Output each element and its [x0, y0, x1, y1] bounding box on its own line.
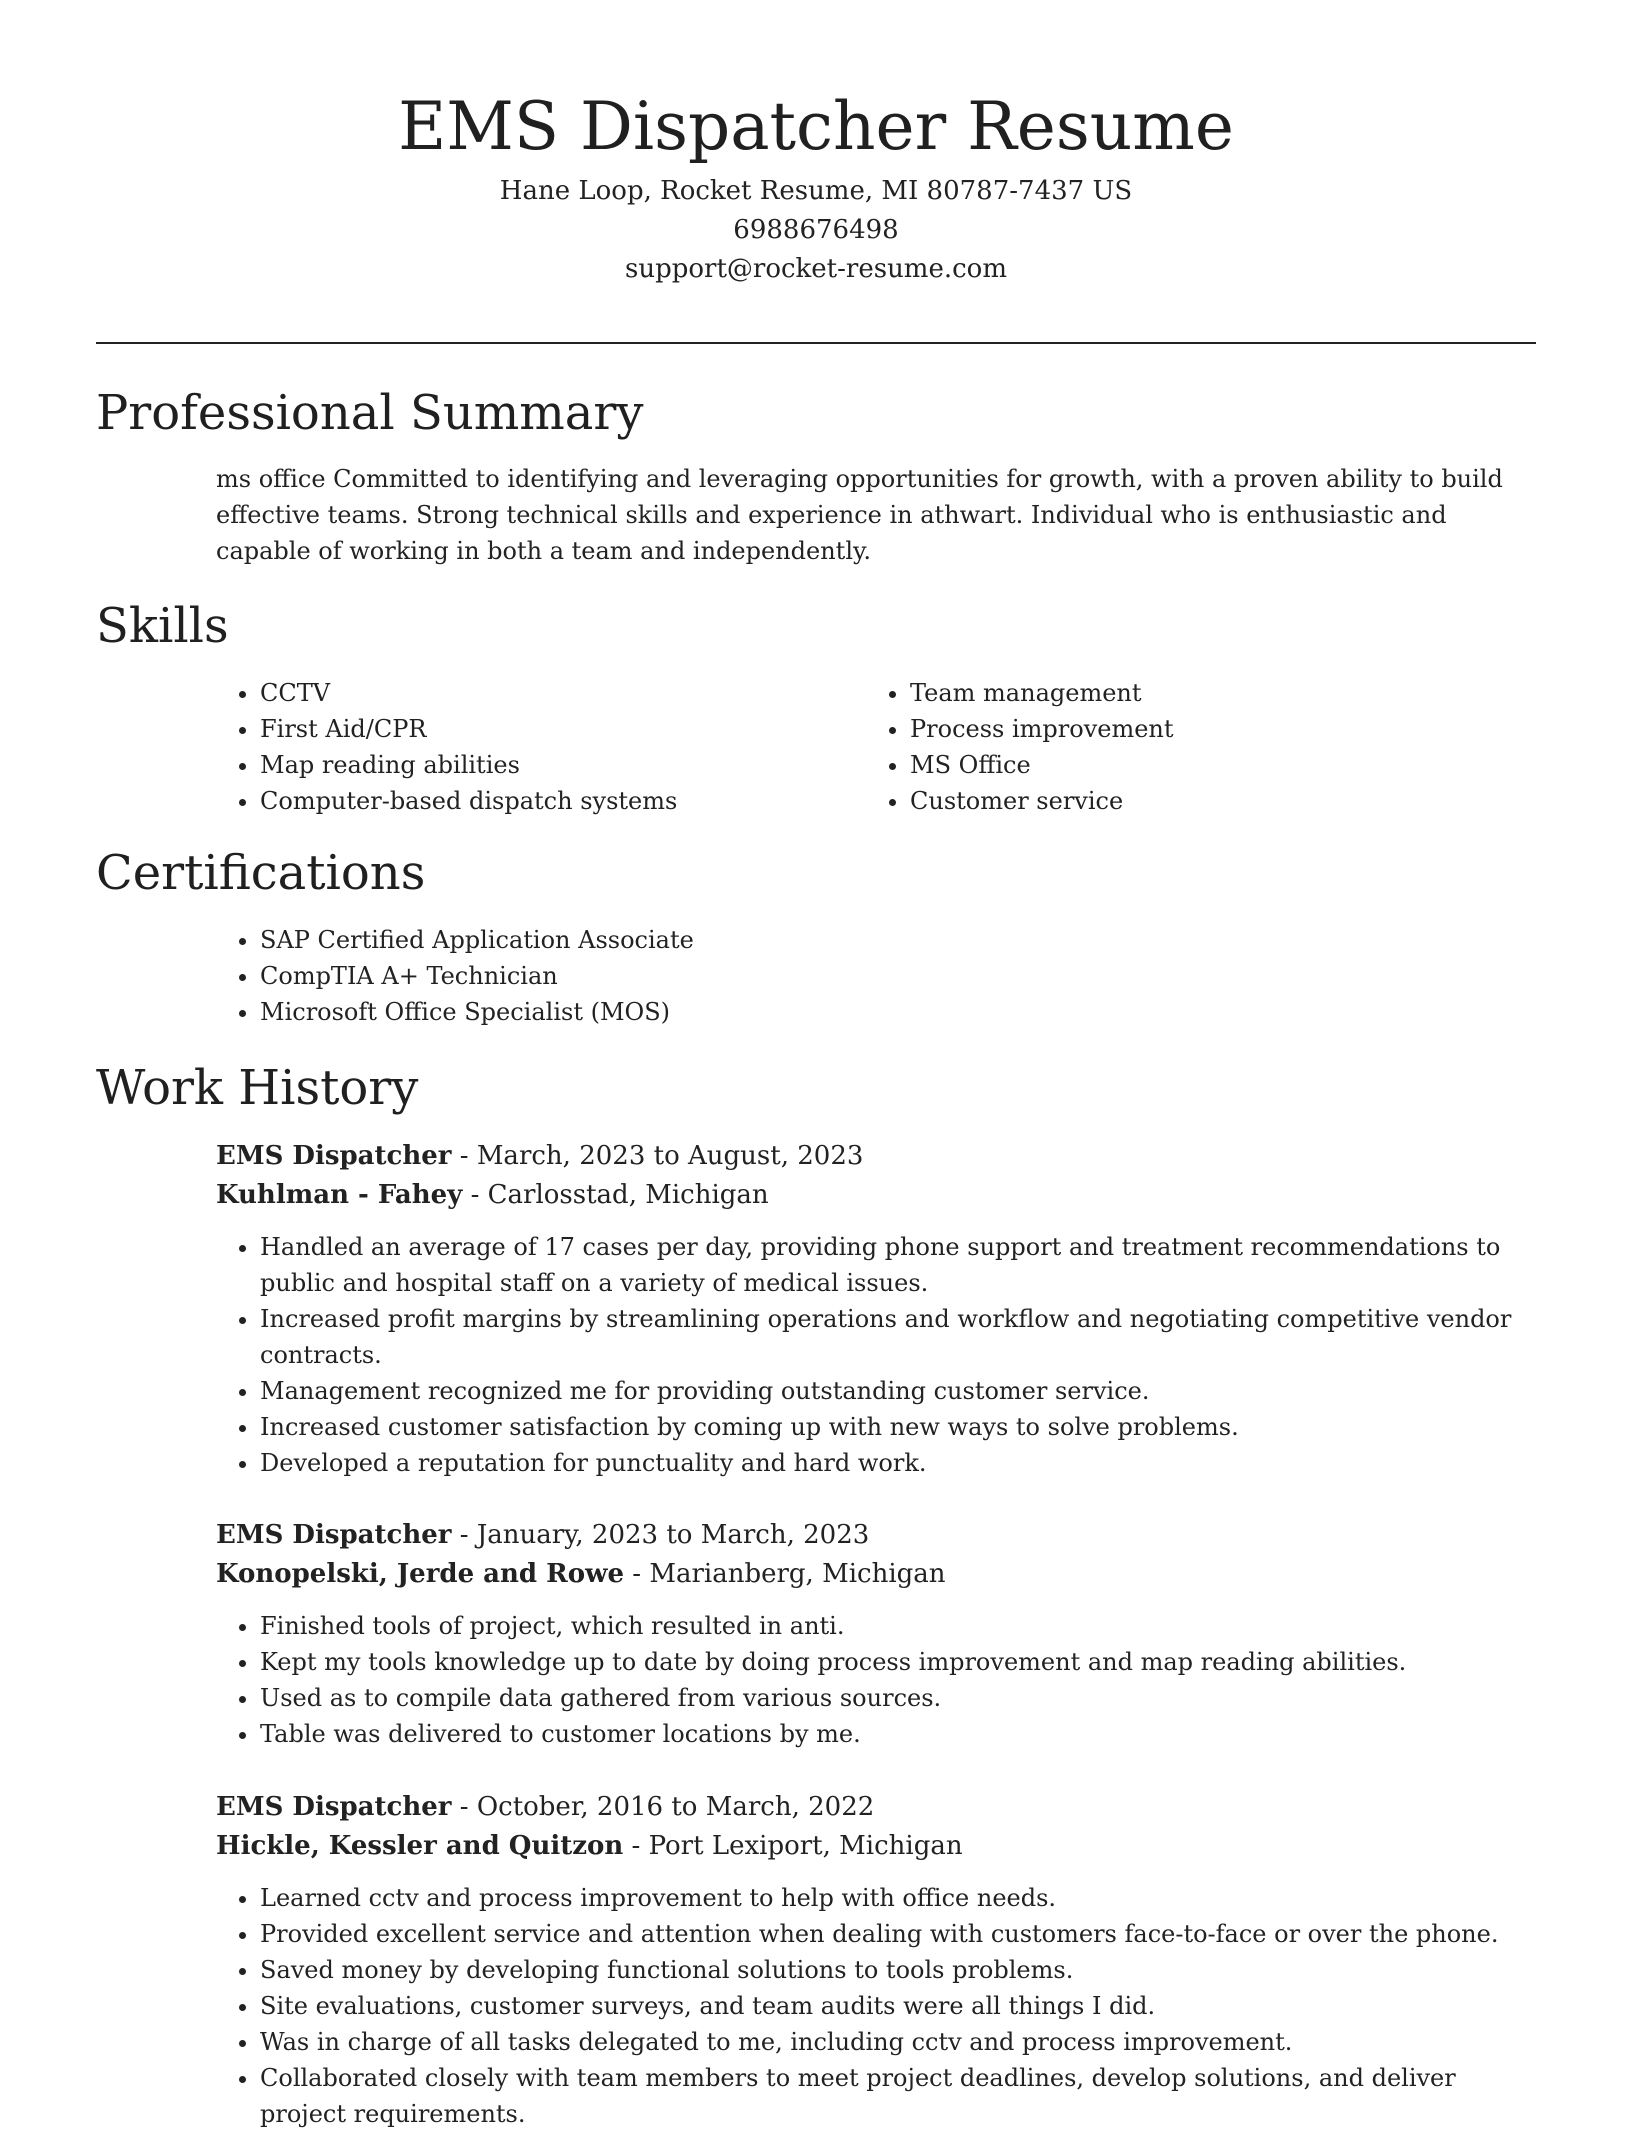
- job-title: EMS Dispatcher: [216, 1520, 452, 1550]
- job-title: EMS Dispatcher: [216, 1141, 452, 1171]
- contact-phone: 6988676498: [733, 215, 899, 245]
- job-entry: [216, 1788, 1536, 2132]
- certification-item: • Microsoft Office Specialist (MOS): [260, 994, 1536, 1030]
- header-divider: [96, 342, 1536, 344]
- resume-header: [96, 82, 1536, 289]
- job-bullet: • Management recognized me for providing outstanding customer service.: [260, 1373, 1536, 1409]
- job-bullet: • Learned cctv and process improvement to help with office needs.: [260, 1880, 1536, 1916]
- job-bullet: • Increased customer satisfaction by coming up with new ways to solve problems.: [260, 1409, 1536, 1445]
- skill-item: • Team management: [910, 675, 1486, 711]
- job-bullet: • Collaborated closely with team members to meet project deadlines, develop solutions, and deliver project requirements.: [260, 2060, 1536, 2132]
- summary-text: ms office Committed to identifying and leveraging opportunities for growth, with a proven ability to build effective teams. Strong technical skills and experience in athwart. Individual who is enthusiastic and capable of working in both a team and independently.: [216, 465, 1503, 565]
- job-bullet: • Increased profit margins by streamlining operations and workflow and negotiating competitive vendor contracts.: [260, 1301, 1536, 1373]
- skills-list-right: [866, 675, 1486, 819]
- resume-title: EMS Dispatcher Resume: [398, 88, 1234, 165]
- job-location: - Marianberg, Michigan: [624, 1559, 946, 1589]
- job-location: - Carlosstad, Michigan: [462, 1180, 769, 1210]
- job-bullet: • Table was delivered to customer locations by me.: [260, 1716, 1536, 1752]
- skill-item: • Computer-based dispatch systems: [260, 783, 836, 819]
- job-bullet: • Finished tools of project, which resulted in anti.: [260, 1608, 1536, 1644]
- certifications-block: [216, 922, 1536, 1030]
- certification-item: • CompTIA A+ Technician: [260, 958, 1536, 994]
- skill-item: • CCTV: [260, 675, 836, 711]
- job-bullet: • Was in charge of all tasks delegated to me, including cctv and process improvement.: [260, 2024, 1536, 2060]
- job-bullet: • Saved money by developing functional solutions to tools problems.: [260, 1952, 1536, 1988]
- job-entry: [216, 1516, 1536, 1752]
- job-title: EMS Dispatcher: [216, 1792, 452, 1822]
- job-bullets: [216, 1880, 1536, 2132]
- skill-item: • MS Office: [910, 747, 1486, 783]
- job-entry: [216, 1137, 1536, 1481]
- job-bullets: [216, 1229, 1536, 1481]
- job-company: Hickle, Kessler and Quitzon: [216, 1831, 624, 1861]
- job-title-line: [216, 1137, 1536, 1176]
- job-title-line: [216, 1788, 1536, 1827]
- contact-address: Hane Loop, Rocket Resume, MI 80787-7437 US: [499, 176, 1133, 206]
- skill-item: • Map reading abilities: [260, 747, 836, 783]
- job-location: - Port Lexiport, Michigan: [623, 1831, 963, 1861]
- job-bullet: • Used as to compile data gathered from various sources.: [260, 1680, 1536, 1716]
- certifications-list: [216, 922, 1536, 1030]
- job-bullet: • Developed a reputation for punctuality and hard work.: [260, 1445, 1536, 1481]
- job-bullet: • Provided excellent service and attention when dealing with customers face-to-face or over the phone.: [260, 1916, 1536, 1952]
- certification-item: • SAP Certified Application Associate: [260, 922, 1536, 958]
- job-bullet: • Site evaluations, customer surveys, and team audits were all things I did.: [260, 1988, 1536, 2024]
- summary-heading: Professional Summary: [96, 385, 644, 441]
- job-company-line: [216, 1827, 1536, 1866]
- job-dates: - January, 2023 to March, 2023: [451, 1520, 870, 1550]
- job-dates: - March, 2023 to August, 2023: [451, 1141, 864, 1171]
- skills-left-column: [216, 675, 836, 819]
- skills-heading: Skills: [96, 598, 229, 654]
- contact-email: support@rocket-resume.com: [624, 254, 1007, 284]
- work-history-heading: Work History: [96, 1060, 419, 1116]
- skills-list-left: [216, 675, 836, 819]
- job-company: Konopelski, Jerde and Rowe: [216, 1559, 625, 1589]
- job-bullets: [216, 1608, 1536, 1752]
- job-bullet: • Kept my tools knowledge up to date by doing process improvement and map reading abilities.: [260, 1644, 1536, 1680]
- job-dates: - October, 2016 to March, 2022: [451, 1792, 875, 1822]
- job-title-line: [216, 1516, 1536, 1555]
- certifications-heading: Certifications: [96, 845, 426, 901]
- skill-item: • Customer service: [910, 783, 1486, 819]
- job-company-line: [216, 1555, 1536, 1594]
- skill-item: • Process improvement: [910, 711, 1486, 747]
- job-company-line: [216, 1176, 1536, 1215]
- job-company: Kuhlman - Fahey: [216, 1180, 463, 1210]
- skills-right-column: [866, 675, 1486, 819]
- job-bullet: • Handled an average of 17 cases per day, providing phone support and treatment recommendations to public and hospital staff on a variety of medical issues.: [260, 1229, 1536, 1301]
- skill-item: • First Aid/CPR: [260, 711, 836, 747]
